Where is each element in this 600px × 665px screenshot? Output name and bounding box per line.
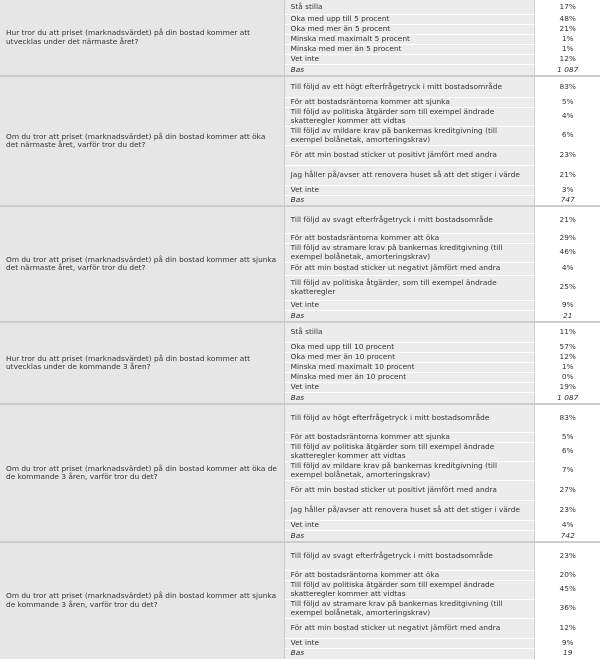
answer-label: Till följd av politiska åtgärder, som till exempel ändrade skatteregler	[284, 275, 535, 300]
answer-label: För att bostadsräntorna kommer att öka	[284, 570, 535, 580]
answer-label: Vet inte	[284, 638, 535, 648]
answer-percentage: 57%	[535, 342, 600, 352]
answer-label: Öka med upp till 5 procent	[284, 14, 535, 24]
answer-percentage: 23%	[535, 500, 600, 520]
answer-percentage: 9%	[535, 638, 600, 648]
answer-label: Till följd av svagt efterfrågetryck i mitt bostadsområde	[284, 206, 535, 233]
answer-label: Minska med maximalt 10 procent	[284, 362, 535, 372]
answer-percentage: 7%	[535, 461, 600, 480]
answer-label: Till följd av politiska åtgärder som till exempel ändrade skatteregler kommer att vidtas	[284, 107, 535, 126]
answer-label: Till följd av stramare krav på bankernas kreditgivning (till exempel bolånetak, amorteringskrav)	[284, 599, 535, 618]
question-cell: Hur tror du att priset (marknadsvärdet) på din bostad kommer att utvecklas under de kommande 3 åren?	[0, 322, 284, 404]
answer-label: Vet inte	[284, 520, 535, 530]
answer-percentage: 12%	[535, 352, 600, 362]
answer-label: Stå stilla	[284, 322, 535, 342]
answer-label: Vet inte	[284, 300, 535, 310]
answer-percentage: 4%	[535, 520, 600, 530]
answer-label: Öka med upp till 10 procent	[284, 342, 535, 352]
base-label: Bas	[284, 392, 535, 404]
question-cell: Om du tror att priset (marknadsvärdet) på din bostad kommer att öka det närmaste året, varför tror du det?	[0, 76, 284, 206]
base-count: 19	[535, 648, 600, 659]
answer-label: Till följd av mildare krav på bankernas kreditgivning (till exempel bolånetak, amorteringskrav)	[284, 461, 535, 480]
answer-row	[0, 322, 600, 342]
answer-percentage: 83%	[535, 76, 600, 97]
answer-percentage: 17%	[535, 0, 600, 14]
answer-percentage: 5%	[535, 97, 600, 107]
answer-label: Stå stilla	[284, 0, 535, 14]
answer-label: Till följd av högt efterfrågetryck i mitt bostadsområde	[284, 404, 535, 432]
answer-percentage: 11%	[535, 322, 600, 342]
answer-percentage: 9%	[535, 300, 600, 310]
answer-percentage: 48%	[535, 14, 600, 24]
answer-percentage: 5%	[535, 432, 600, 442]
answer-label: Till följd av stramare krav på bankernas kreditgivning (till exempel bolånetak, amorteringskrav)	[284, 243, 535, 262]
answer-label: För att bostadsräntorna kommer att sjunka	[284, 97, 535, 107]
answer-label: Vet inte	[284, 54, 535, 64]
base-label: Bas	[284, 195, 535, 206]
answer-label: Till följd av ett högt efterfrågetryck i mitt bostadsområde	[284, 76, 535, 97]
answer-percentage: 1%	[535, 362, 600, 372]
answer-label: Öka med mer än 10 procent	[284, 352, 535, 362]
base-count: 1 087	[535, 64, 600, 76]
question-cell: Om du tror att priset (marknadsvärdet) på din bostad kommer att sjunka de kommande 3 åren, varför tror du det?	[0, 542, 284, 659]
answer-percentage: 20%	[535, 570, 600, 580]
answer-percentage: 4%	[535, 262, 600, 275]
answer-percentage: 83%	[535, 404, 600, 432]
question-cell: Om du tror att priset (marknadsvärdet) på din bostad kommer att öka de de kommande 3 åren, varför tror du det?	[0, 404, 284, 542]
question-cell: Hur tror du att priset (marknadsvärdet) på din bostad kommer att utvecklas under det närmaste året?	[0, 0, 284, 76]
question-cell: Om du tror att priset (marknadsvärdet) på din bostad kommer att sjunka det närmaste året, varför tror du det?	[0, 206, 284, 322]
answer-percentage: 21%	[535, 206, 600, 233]
answer-label: För att min bostad sticker ut positivt jämfört med andra	[284, 145, 535, 165]
answer-label: Jag håller på/avser att renovera huset så att det stiger i värde	[284, 500, 535, 520]
answer-label: För att min bostad sticker ut negativt jämfört med andra	[284, 618, 535, 638]
base-label: Bas	[284, 648, 535, 659]
answer-label: Till följd av svagt efterfrågetryck i mitt bostadsområde	[284, 542, 535, 570]
answer-label: Minska med mer än 10 procent	[284, 372, 535, 382]
answer-percentage: 21%	[535, 165, 600, 185]
answer-percentage: 0%	[535, 372, 600, 382]
answer-label: Minska med mer än 5 procent	[284, 44, 535, 54]
base-label: Bas	[284, 530, 535, 542]
answer-label: Minska med maximalt 5 procent	[284, 34, 535, 44]
answer-row	[0, 0, 600, 14]
answer-percentage: 45%	[535, 580, 600, 599]
base-label: Bas	[284, 64, 535, 76]
answer-label: För att min bostad sticker ut positivt jämfört med andra	[284, 480, 535, 500]
answer-label: För att bostadsräntorna kommer att sjunka	[284, 432, 535, 442]
base-count: 742	[535, 530, 600, 542]
answer-percentage: 21%	[535, 24, 600, 34]
answer-percentage: 23%	[535, 542, 600, 570]
answer-percentage: 12%	[535, 618, 600, 638]
answer-percentage: 4%	[535, 107, 600, 126]
answer-percentage: 19%	[535, 382, 600, 392]
answer-percentage: 6%	[535, 442, 600, 461]
answer-percentage: 36%	[535, 599, 600, 618]
answer-percentage: 3%	[535, 185, 600, 195]
answer-percentage: 12%	[535, 54, 600, 64]
answer-label: Till följd av politiska åtgärder som till exempel ändrade skatteregler kommer att vidtas	[284, 580, 535, 599]
answer-label: Jag håller på/avser att renovera huset så att det stiger i värde	[284, 165, 535, 185]
answer-label: För att bostadsräntorna kommer att öka	[284, 233, 535, 243]
answer-percentage: 1%	[535, 44, 600, 54]
answer-percentage: 46%	[535, 243, 600, 262]
answer-percentage: 23%	[535, 145, 600, 165]
answer-label: Till följd av mildare krav på bankernas kreditgivning (till exempel bolånetak, amorteringskrav)	[284, 126, 535, 145]
answer-label: Till följd av politiska åtgärder som till exempel ändrade skatteregler kommer att vidtas	[284, 442, 535, 461]
answer-row	[0, 404, 600, 432]
answer-row	[0, 206, 600, 233]
base-label: Bas	[284, 310, 535, 322]
answer-label: Öka med mer än 5 procent	[284, 24, 535, 34]
answer-percentage: 29%	[535, 233, 600, 243]
base-count: 21	[535, 310, 600, 322]
answer-label: Vet inte	[284, 382, 535, 392]
answer-row	[0, 542, 600, 570]
answer-percentage: 1%	[535, 34, 600, 44]
answer-label: För att min bostad sticker ut negativt jämfört med andra	[284, 262, 535, 275]
base-count: 1 087	[535, 392, 600, 404]
answer-percentage: 27%	[535, 480, 600, 500]
answer-percentage: 6%	[535, 126, 600, 145]
base-count: 747	[535, 195, 600, 206]
answer-row	[0, 76, 600, 97]
answer-label: Vet inte	[284, 185, 535, 195]
answer-percentage: 25%	[535, 275, 600, 300]
